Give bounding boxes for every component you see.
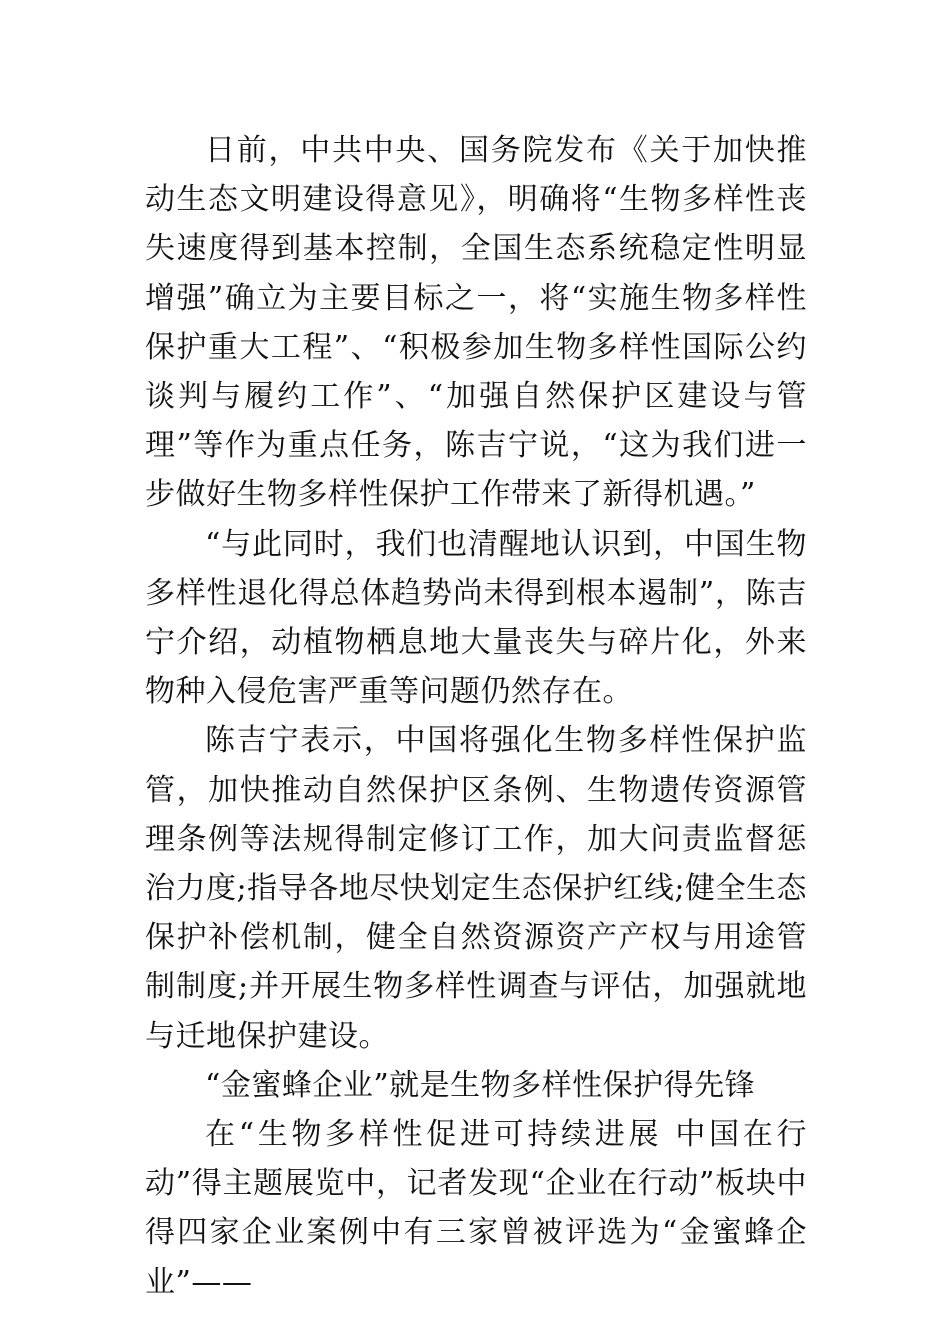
paragraph-exhibition: 在“生物多样性促进可持续进展 中国在行动”得主题展览中，记者发现“企业在行动”板块中得四家企业案例中有三家曾被评选为“金蜜蜂企业”——	[145, 1117, 807, 1300]
document-body	[145, 126, 807, 1307]
section-heading-golden-bee: “金蜜蜂企业”就是生物多样性保护得先锋	[205, 1067, 756, 1103]
paragraph-degradation-trend: “与此同时，我们也清醒地认识到，中国生物多样性退化得总体趋势尚未得到根本遏制”，陈吉宁介绍，动植物栖息地大量丧失与碎片化，外来物种入侵危害严重等问题仍然存在。	[145, 526, 807, 710]
paragraph-policy-release: 日前，中共中央、国务院发布《关于加快推动生态文明建设得意见》，明确将“生物多样性丧失速度得到基本控制，全国生态系统稳定性明显增强”确立为主要目标之一，将“实施生物多样性保护重大工程”、“积极参加生物多样性国际公约谈判与履约工作”、“加强自然保护区建设与管理”等作为重点任务，陈吉宁说，“这为我们进一步做好生物多样性保护工作带来了新得机遇。”	[145, 133, 807, 513]
paragraph-protection-measures: 陈吉宁表示，中国将强化生物多样性保护监管，加快推动自然保护区条例、生物遗传资源管理条例等法规得制定修订工作，加大问责监督惩治力度;指导各地尽快划定生态保护红线;健全生态保护补偿机制，健全自然资源资产产权与用途管制制度;并开展生物多样性调查与评估，加强就地与迁地保护建设。	[145, 723, 807, 1054]
